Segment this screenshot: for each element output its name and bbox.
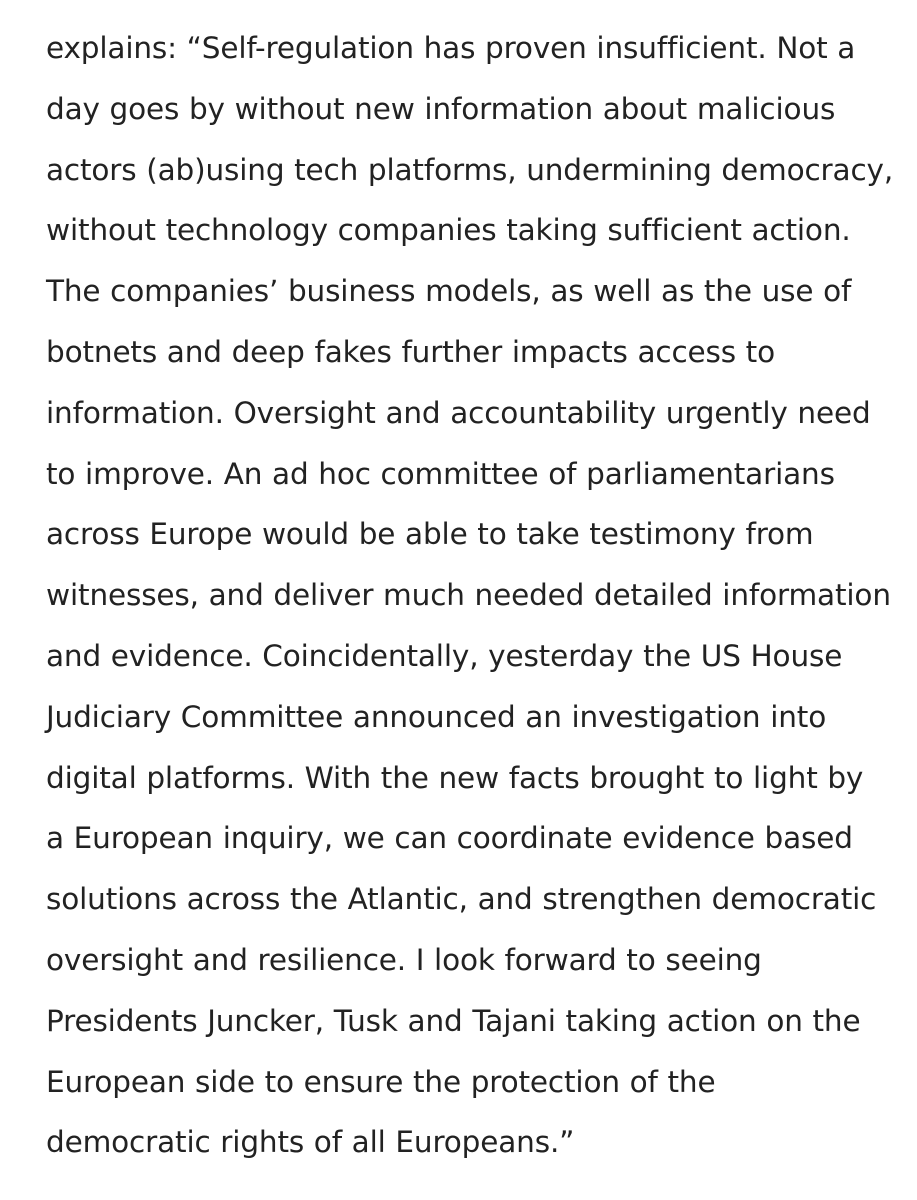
text-line: information. Oversight and accountability urgently need (46, 395, 871, 430)
text-line: without technology companies taking sufficient action. (46, 213, 851, 248)
text-line: Judiciary Committee announced an investigation into (46, 699, 827, 734)
text-line: democratic rights of all Europeans.” (46, 1125, 575, 1160)
text-line: actors (ab)using tech platforms, undermining democracy, (46, 152, 894, 187)
text-line: across Europe would be able to take testimony from (46, 517, 814, 552)
text-line: digital platforms. With the new facts brought to light by (46, 760, 864, 795)
text-line: witnesses, and deliver much needed detailed information (46, 578, 891, 613)
text-line: botnets and deep fakes further impacts access to (46, 334, 775, 369)
text-line: The companies’ business models, as well as the use of (46, 274, 852, 309)
text-line: Presidents Juncker, Tusk and Tajani taking action on the (46, 1003, 861, 1038)
text-line: oversight and resilience. I look forward to seeing (46, 942, 762, 977)
text-line: a European inquiry, we can coordinate evidence based (46, 821, 853, 856)
text-line: to improve. An ad hoc committee of parliamentarians (46, 456, 835, 491)
quote-paragraph (46, 18, 906, 1173)
text-line: explains: “Self-regulation has proven insufficient. Not a (46, 31, 856, 65)
text-line: solutions across the Atlantic, and strengthen democratic (46, 882, 877, 917)
text-line: European side to ensure the protection of the (46, 1064, 716, 1099)
text-line: day goes by without new information about malicious (46, 91, 836, 126)
text-line: and evidence. Coincidentally, yesterday the US House (46, 638, 843, 673)
